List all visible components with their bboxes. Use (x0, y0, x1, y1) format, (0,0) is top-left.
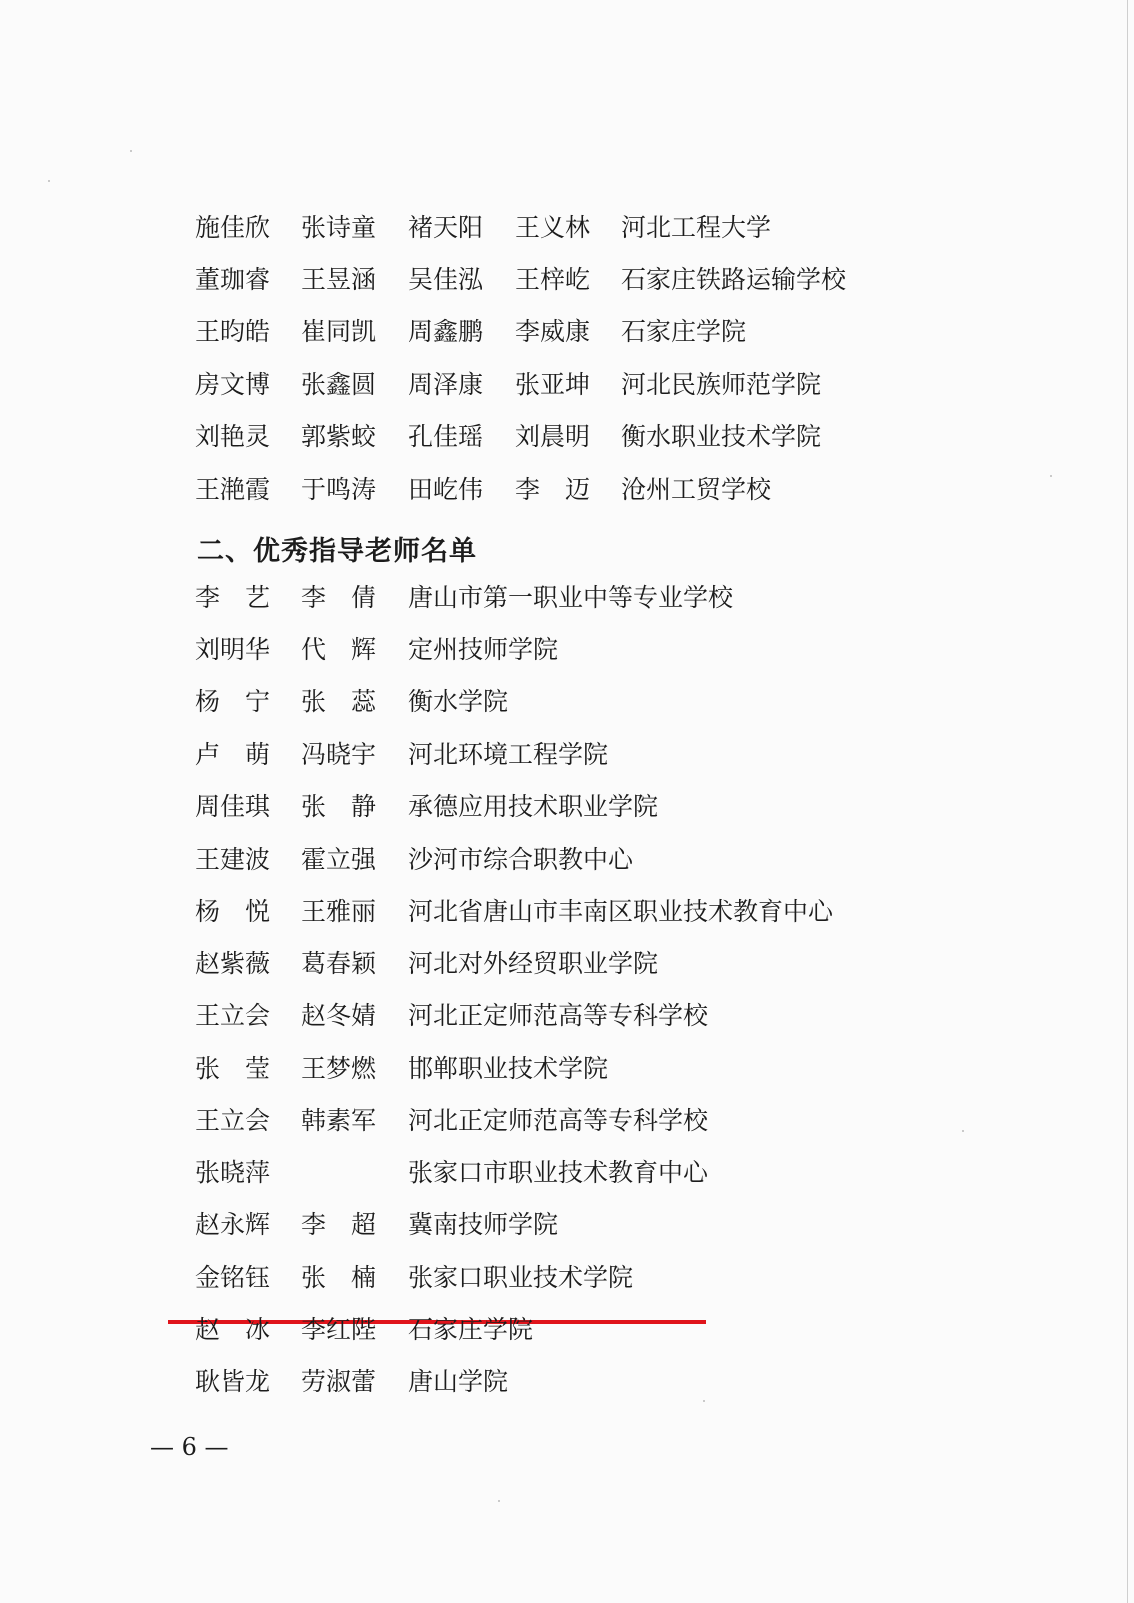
student-name: 崔同凯 (301, 317, 377, 346)
institution-name: 衡水学院 (408, 687, 509, 716)
student-name: 王昱涵 (301, 265, 377, 294)
teacher-name: 张 楠 (301, 1263, 377, 1292)
institution-name: 河北正定师范高等专科学校 (408, 1106, 709, 1135)
institution-name: 沧州工贸学校 (621, 475, 772, 504)
teacher-name: 李红陛 (301, 1315, 377, 1344)
institution-name: 河北省唐山市丰南区职业技术教育中心 (408, 897, 834, 926)
scan-speck (1050, 475, 1052, 477)
scan-speck (130, 150, 132, 152)
teacher-name: 张 静 (301, 792, 377, 821)
teacher-name: 杨 悦 (195, 897, 271, 926)
student-name: 田屹伟 (408, 475, 484, 504)
teacher-name: 王立会 (195, 1106, 271, 1135)
teacher-name: 张 莹 (195, 1054, 271, 1083)
section-heading: 二、优秀指导老师名单 (197, 536, 477, 567)
institution-name: 石家庄学院 (621, 317, 747, 346)
student-name: 周鑫鹏 (408, 317, 484, 346)
institution-name: 河北对外经贸职业学院 (408, 949, 659, 978)
institution-name: 石家庄铁路运输学校 (621, 265, 847, 294)
institution-name: 河北正定师范高等专科学校 (408, 1001, 709, 1030)
teacher-name: 赵冬婧 (301, 1001, 377, 1030)
institution-name: 唐山市第一职业中等专业学校 (408, 583, 734, 612)
student-name: 李 迈 (515, 475, 591, 504)
student-name: 吴佳泓 (408, 265, 484, 294)
teacher-name: 葛春颖 (301, 949, 377, 978)
scan-speck (962, 1130, 964, 1132)
institution-name: 承德应用技术职业学院 (408, 792, 659, 821)
teacher-name: 赵紫薇 (195, 949, 271, 978)
scan-speck (48, 180, 50, 182)
student-name: 刘艳灵 (195, 422, 271, 451)
teacher-name: 杨 宁 (195, 687, 271, 716)
student-name: 张鑫圆 (301, 370, 377, 399)
teacher-name: 李 超 (301, 1210, 377, 1239)
student-name: 褚天阳 (408, 213, 484, 242)
student-name: 周泽康 (408, 370, 484, 399)
teacher-name: 王雅丽 (301, 897, 377, 926)
teacher-name: 赵永辉 (195, 1210, 271, 1239)
institution-name: 定州技师学院 (408, 635, 559, 664)
teacher-name: 周佳琪 (195, 792, 271, 821)
page-number: — 6 — (150, 1433, 229, 1461)
student-name: 房文博 (195, 370, 271, 399)
teacher-name: 王建波 (195, 845, 271, 874)
teacher-name: 刘明华 (195, 635, 271, 664)
teacher-name: 王立会 (195, 1001, 271, 1030)
teacher-name: 劳淑蕾 (301, 1367, 377, 1396)
teacher-name: 王梦燃 (301, 1054, 377, 1083)
institution-name: 冀南技师学院 (408, 1210, 559, 1239)
teacher-name: 霍立强 (301, 845, 377, 874)
institution-name: 衡水职业技术学院 (621, 422, 822, 451)
student-name: 王滟霞 (195, 475, 271, 504)
institution-name: 唐山学院 (408, 1367, 509, 1396)
teacher-name: 金铭钰 (195, 1263, 271, 1292)
teacher-name: 耿皆龙 (195, 1367, 271, 1396)
institution-name: 石家庄学院 (408, 1315, 534, 1344)
institution-name: 河北民族师范学院 (621, 370, 822, 399)
teacher-name: 卢 萌 (195, 740, 271, 769)
teacher-name: 韩素军 (301, 1106, 377, 1135)
student-name: 孔佳瑶 (408, 422, 484, 451)
institution-name: 张家口市职业技术教育中心 (408, 1158, 709, 1187)
student-name: 董珈睿 (195, 265, 271, 294)
student-name: 李威康 (515, 317, 591, 346)
teacher-name: 代 辉 (301, 635, 377, 664)
institution-name: 张家口职业技术学院 (408, 1263, 634, 1292)
teacher-name: 赵 冰 (195, 1315, 271, 1344)
scan-speck (498, 1500, 500, 1502)
institution-name: 河北工程大学 (621, 213, 772, 242)
teacher-name: 李 倩 (301, 583, 377, 612)
scan-edge (1127, 0, 1128, 1603)
student-name: 郭紫蛟 (301, 422, 377, 451)
teacher-name: 冯晓宇 (301, 740, 377, 769)
scan-speck (703, 1400, 705, 1402)
institution-name: 河北环境工程学院 (408, 740, 609, 769)
institution-name: 沙河市综合职教中心 (408, 845, 634, 874)
student-name: 张亚坤 (515, 370, 591, 399)
student-name: 刘晨明 (515, 422, 591, 451)
student-name: 张诗童 (301, 213, 377, 242)
institution-name: 邯郸职业技术学院 (408, 1054, 609, 1083)
teacher-name: 张 蕊 (301, 687, 377, 716)
teacher-name: 李 艺 (195, 583, 271, 612)
student-name: 王昀皓 (195, 317, 271, 346)
student-name: 施佳欣 (195, 213, 271, 242)
student-name: 于鸣涛 (301, 475, 377, 504)
student-name: 王梓屹 (515, 265, 591, 294)
student-name: 王义林 (515, 213, 591, 242)
teacher-name: 张晓萍 (195, 1158, 271, 1187)
